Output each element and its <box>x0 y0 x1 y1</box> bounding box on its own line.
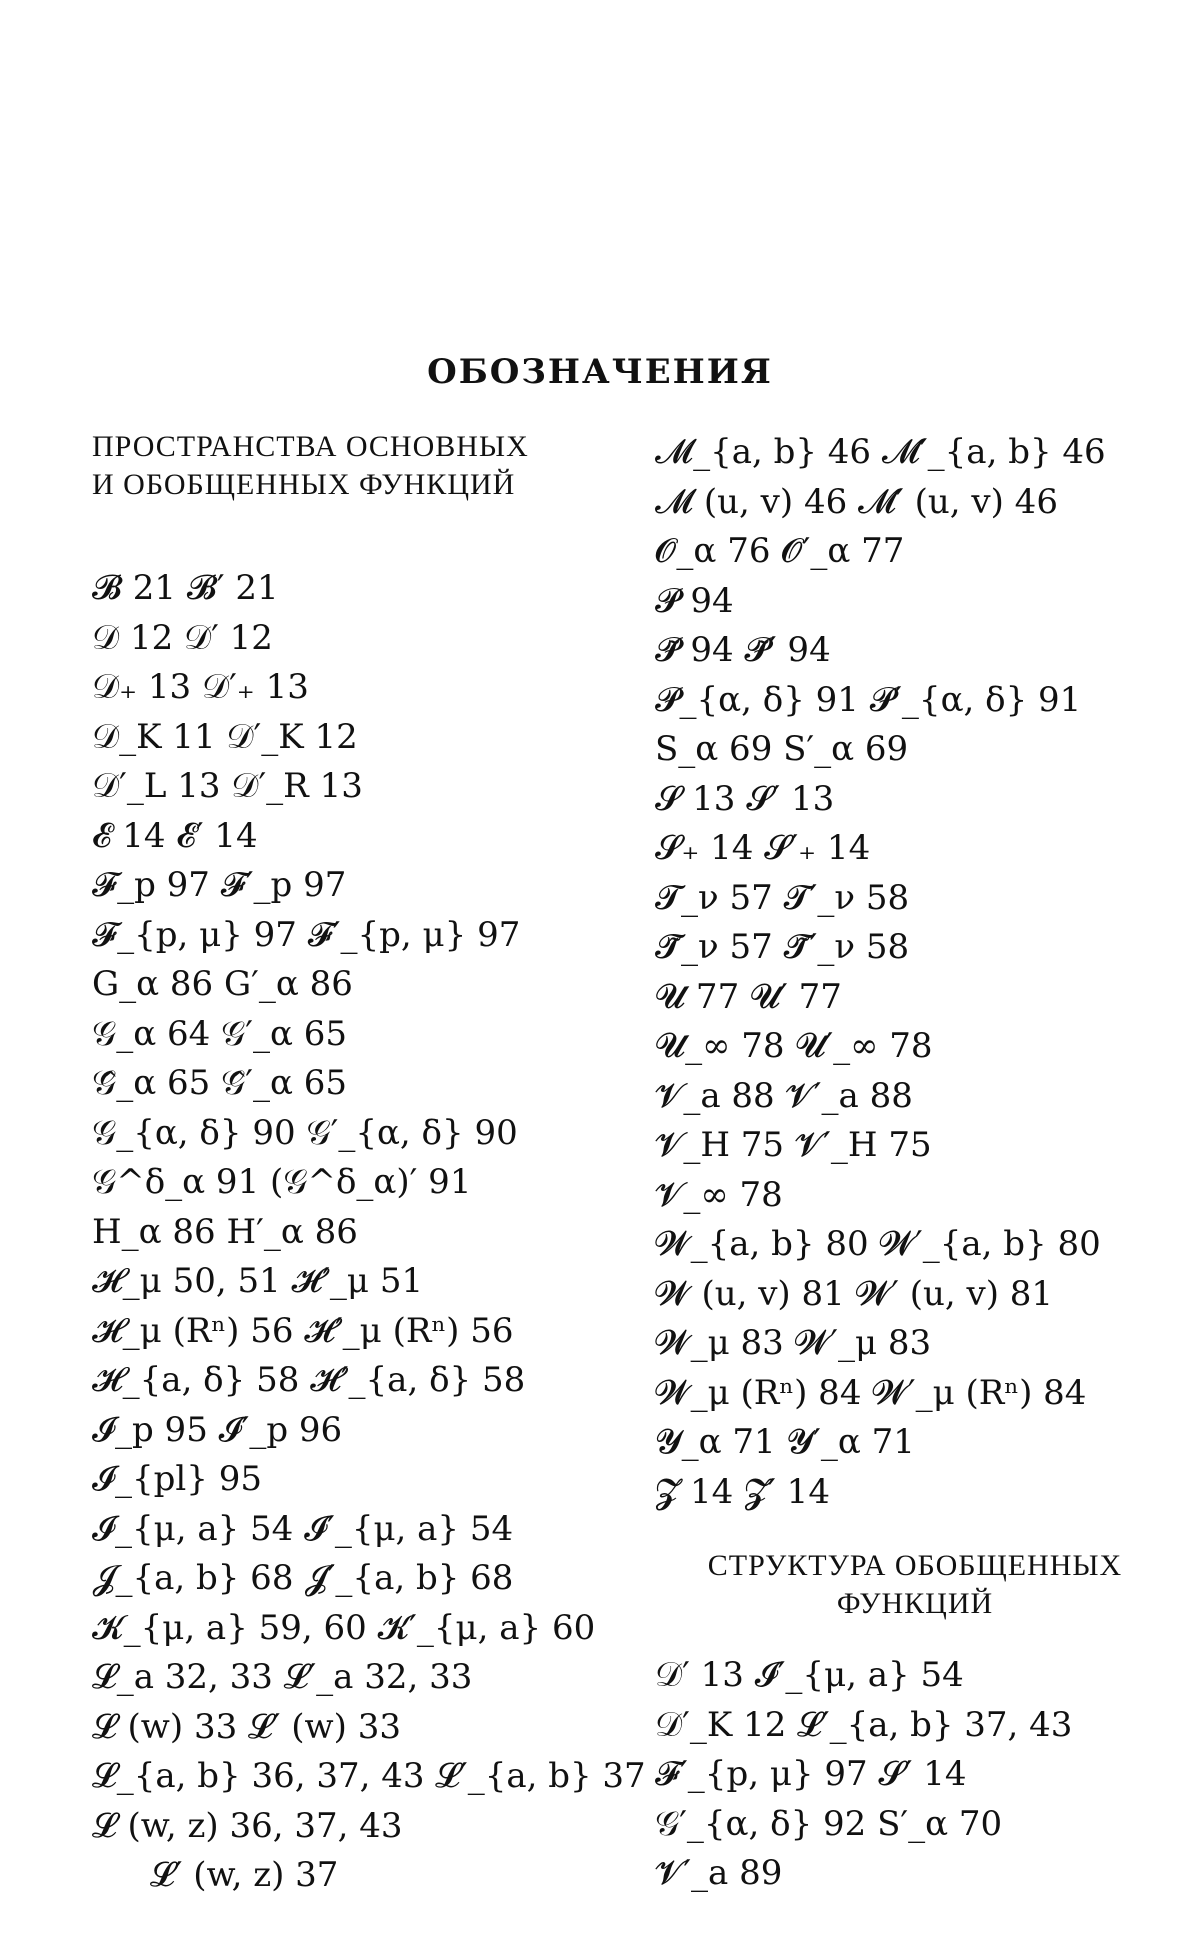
notation-entry: 𝒟′_L 13 𝒟′_R 13 <box>92 766 363 806</box>
notation-entry: 𝓘_{pl} 95 <box>92 1459 262 1499</box>
notation-entry: H_α 86 H′_α 86 <box>92 1211 358 1252</box>
notation-list-structure <box>655 1651 1175 1899</box>
notation-entry: 𝓥_a 88 𝓥′_a 88 <box>655 1075 913 1116</box>
notation-entry: 𝓥_∞ 78 <box>655 1174 783 1215</box>
notation-entry: 𝓘_p 95 𝓘′_p 96 <box>92 1409 343 1450</box>
notation-entry: 𝓦_μ 83 𝓦′_μ 83 <box>655 1323 932 1363</box>
notation-entry: 𝓚_{μ, a} 59, 60 𝓚′_{μ, a} 60 <box>92 1607 596 1648</box>
notation-entry: 𝓣̃_ν 57 𝓣̃′_ν 58 <box>655 927 910 967</box>
notation-entry: 𝓟̃ 94 𝓟̃′ 94 <box>655 630 831 670</box>
notation-entry: 𝓩 14 𝓩′ 14 <box>655 1471 830 1512</box>
section-heading-spaces <box>92 428 632 504</box>
notation-entry: 𝒟₊ 13 𝒟′₊ 13 <box>92 667 309 707</box>
notation-entry: 𝓦 (u, v) 81 𝓦′ (u, v) 81 <box>655 1273 1054 1314</box>
notation-entry: 𝓤_∞ 78 𝓤′_∞ 78 <box>655 1026 933 1066</box>
notation-list-spaces <box>92 564 646 1901</box>
notation-entry: 𝓗_μ (Rⁿ) 56 𝓗′_μ (Rⁿ) 56 <box>92 1310 514 1351</box>
notation-entry: 𝓗_{a, δ} 58 𝓗′_{a, δ} 58 <box>92 1360 526 1400</box>
notation-entry: 𝓟_{α, δ} 91 𝓟′_{α, δ} 91 <box>655 679 1082 720</box>
notation-entry: 𝓘_{μ, a} 54 𝓘′_{μ, a} 54 <box>92 1508 514 1549</box>
notation-entry: 𝓛_{a, b} 36, 37, 43 𝓛′_{a, b} 37 <box>92 1756 646 1796</box>
notation-entry: 𝓦_μ (Rⁿ) 84 𝓦′_μ (Rⁿ) 84 <box>655 1372 1087 1413</box>
notation-entry: 𝓛′ (w, z) 37 <box>150 1855 339 1895</box>
notation-entry: 𝓦_{a, b} 80 𝓦′_{a, b} 80 <box>655 1224 1101 1264</box>
notation-entry: 𝓕_{p, μ} 97 𝓕′_{p, μ} 97 <box>92 914 521 955</box>
notation-list-spaces-continued <box>655 428 1175 1517</box>
notation-entry: 𝓕_p 97 𝓕′_p 97 <box>92 865 347 905</box>
notation-entry: 𝓞_α 76 𝓞′_α 77 <box>655 531 905 571</box>
notation-entry: 𝒢_{α, δ} 90 𝒢′_{α, δ} 90 <box>92 1112 518 1153</box>
notation-entry: 𝒟 12 𝒟′ 12 <box>92 617 273 658</box>
notation-entry: 𝓜_{a, b} 46 𝓜′_{a, b} 46 <box>655 432 1106 472</box>
section-heading-structure <box>655 1547 1175 1623</box>
notation-entry: 𝒟′_K 12 𝓛′_{a, b} 37, 43 <box>655 1704 1073 1745</box>
notation-entry: 𝓢₊ 14 𝓢′₊ 14 <box>655 828 871 868</box>
notation-entry: 𝒢_α 64 𝒢′_α 65 <box>92 1013 348 1054</box>
section-heading-line: И ОБОБЩЕННЫХ ФУНКЦИЙ <box>92 468 516 501</box>
notation-entry: 𝒢^δ_α 91 (𝒢^δ_α)′ 91 <box>92 1162 472 1202</box>
section-heading-line: СТРУКТУРА ОБОБЩЕННЫХ <box>707 1549 1123 1582</box>
notation-entry: 𝓑 21 𝓑′ 21 <box>92 568 279 608</box>
notation-entry: 𝓤 77 𝓤′ 77 <box>655 976 842 1017</box>
notation-entry: 𝒟′ 13 𝓘′_{μ, a} 54 <box>655 1655 964 1695</box>
notation-entry: 𝓨_α 71 𝓨′_α 71 <box>655 1422 915 1462</box>
notation-entry: 𝓕′_{p, μ} 97 𝓢′ 14 <box>655 1754 967 1794</box>
right-column <box>655 428 1175 1899</box>
notation-entry: 𝓛 (w, z) 36, 37, 43 <box>92 1805 403 1846</box>
section-heading-line: ФУНКЦИЙ <box>836 1587 994 1620</box>
left-column <box>92 428 646 1901</box>
notation-entry: 𝓔 14 𝓔′ 14 <box>92 815 258 856</box>
notation-entry: G_α 86 G′_α 86 <box>92 964 353 1004</box>
notation-entry: 𝓣_ν 57 𝓣′_ν 58 <box>655 877 910 918</box>
notation-entry: 𝓢 13 𝓢′ 13 <box>655 778 835 819</box>
notation-entry: 𝒟_K 11 𝒟′_K 12 <box>92 716 358 757</box>
notation-entry: 𝓛 (w) 33 𝓛′ (w) 33 <box>92 1706 401 1747</box>
notation-entry: 𝓗_μ 50, 51 𝓗′_μ 51 <box>92 1261 424 1301</box>
notation-entry: 𝒢̂_α 65 𝒢̂′_α 65 <box>92 1063 348 1103</box>
notation-entry: 𝓙_{a, b} 68 𝓙′_{a, b} 68 <box>92 1558 514 1598</box>
notation-entry: 𝓜 (u, v) 46 𝓜′ (u, v) 46 <box>655 481 1058 522</box>
section-heading-line: ПРОСТРАНСТВА ОСНОВНЫХ <box>92 430 529 463</box>
notation-entry: S_α 69 S′_α 69 <box>655 729 909 769</box>
page-title: ОБОЗНАЧЕНИЯ <box>427 352 773 392</box>
notation-entry: 𝓥_H 75 𝓥′_H 75 <box>655 1125 932 1165</box>
notation-entry: 𝓥′_a 89 <box>655 1853 783 1893</box>
notation-entry: 𝒢′_{α, δ} 92 S′_α 70 <box>655 1803 1003 1844</box>
notation-entry: 𝓛_a 32, 33 𝓛′_a 32, 33 <box>92 1657 473 1697</box>
notation-entry: 𝓟 94 <box>655 580 734 621</box>
